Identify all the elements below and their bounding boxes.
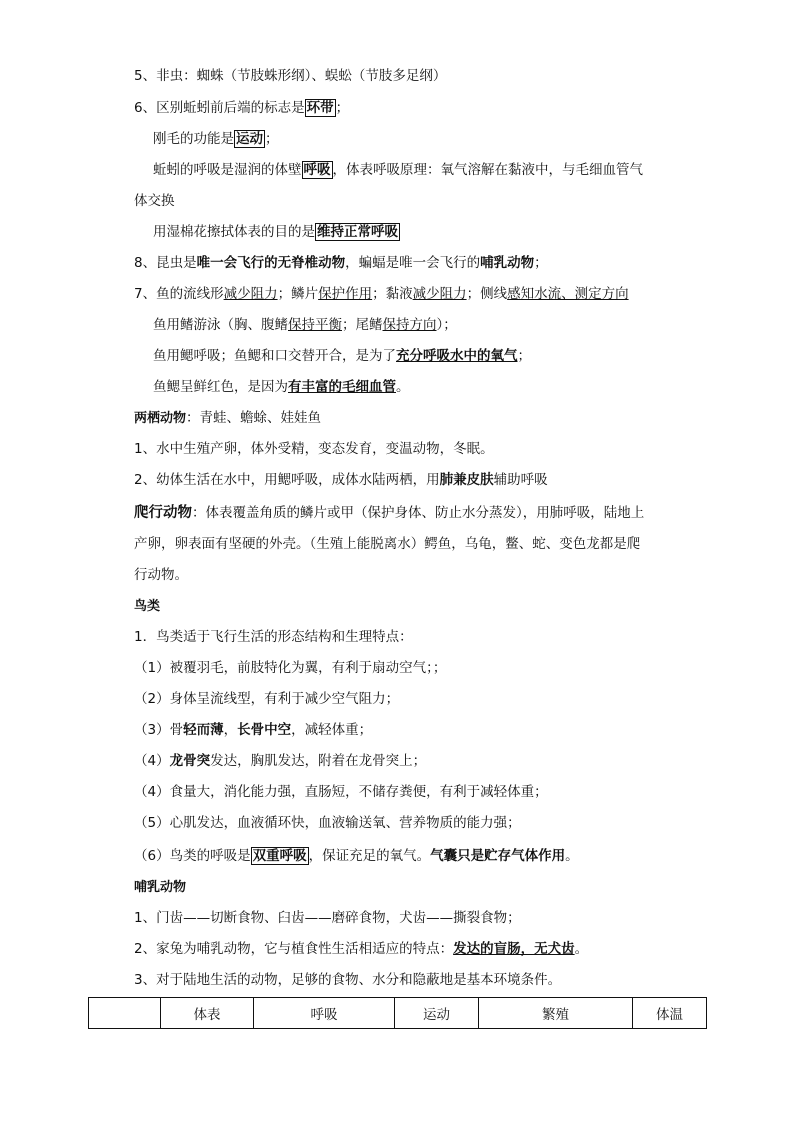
text-line: 鱼用鳃呼吸；鱼鳃和口交替开合，是为了充分呼吸水中的氧气； — [153, 348, 531, 364]
comparison-table — [88, 997, 707, 1029]
table-header-row — [89, 998, 707, 1029]
boxed-answer: 运动 — [236, 131, 263, 147]
boxed-answer: 双重呼吸 — [252, 848, 307, 864]
boxed-answer: 维持正常呼吸 — [317, 224, 398, 240]
table-header-cell: 呼吸 — [254, 998, 395, 1029]
text-line: 蚯蚓的呼吸是湿润的体壁 呼吸 ，体表呼吸原理：氧气溶解在黏液中，与毛细血管气 — [153, 162, 643, 178]
text-line: 2、家兔为哺乳动物，它与植食性生活相适应的特点：发达的盲肠，无犬齿。 — [134, 941, 589, 957]
text-line: （1）被覆羽毛，前肢特化为翼，有利于扇动空气；； — [134, 660, 447, 676]
table-header-cell: 运动 — [395, 998, 479, 1029]
text-line: 鱼鳃呈鲜红色，是因为有丰富的毛细血管。 — [153, 379, 410, 395]
text-line: 1、水中生殖产卵，体外受精，变态发育，变温动物，冬眠。 — [134, 441, 494, 457]
text-line: 6、区别蚯蚓前后端的标志是 环带 ； — [134, 100, 350, 116]
text-line: （4）食量大，消化能力强，直肠短，不储存粪便，有利于减轻体重； — [134, 784, 548, 800]
text-line: 5、非虫：蜘蛛（节肢蛛形纲）、蜈蚣（节肢多足纲） — [134, 68, 447, 84]
text-line: （4）龙骨突发达，胸肌发达，附着在龙骨突上； — [134, 753, 427, 769]
boxed-answer: 环带 — [306, 100, 334, 116]
text-line: 7、鱼的流线形减少阻力；鳞片保护作用；黏液减少阻力；侧线感知水流、测定方向 — [134, 286, 629, 302]
text-line: （2）身体呈流线型，有利于减少空气阻力； — [134, 691, 400, 707]
text-line: 体交换 — [134, 193, 175, 209]
table-header-cell: 体表 — [161, 998, 254, 1029]
text-line: 产卵，卵表面有坚硬的外壳。（生殖上能脱离水）鳄鱼，乌龟，鳖、蛇、变色龙都是爬 — [134, 536, 641, 552]
text-line: 用湿棉花擦拭体表的目的是 维持正常呼吸 — [153, 224, 398, 240]
text-line: （6）鸟类的呼吸是 双重呼吸 ，保证充足的氧气。气囊只是贮存气体作用。 — [134, 848, 579, 864]
section-heading: 两栖动物：青蛙、蟾蜍、娃娃鱼 — [134, 410, 322, 426]
text-line: 8、昆虫是唯一会飞行的无脊椎动物，蝙蝠是唯一会飞行的哺乳动物； — [134, 255, 548, 271]
table-header-cell — [89, 998, 161, 1029]
section-heading: 哺乳动物 — [134, 880, 187, 895]
text-line: （5）心肌发达，血液循环快，血液输送氧、营养物质的能力强； — [134, 815, 521, 831]
text-line: 1．鸟类适于飞行生活的形态结构和生理特点： — [134, 629, 413, 645]
text-line: 行动物。 — [134, 567, 188, 583]
text-line: 2、幼体生活在水中，用鳃呼吸，成体水陆两栖，用肺兼皮肤辅助呼吸 — [134, 472, 548, 488]
table-header-cell: 繁殖 — [479, 998, 633, 1029]
section-heading: 鸟类 — [134, 599, 161, 614]
text-line: 1、门齿——切断食物、臼齿——磨碎食物，犬齿——撕裂食物； — [134, 910, 521, 926]
table-header-cell: 体温 — [633, 998, 707, 1029]
text-line: 3、对于陆地生活的动物，足够的食物、水分和隐蔽地是基本环境条件。 — [134, 972, 562, 988]
boxed-answer: 呼吸 — [303, 162, 331, 178]
text-line: 鱼用鳍游泳（胸、腹鳍保持平衡；尾鳍保持方向）； — [153, 317, 457, 333]
text-line: 刚毛的功能是 运动 ； — [153, 131, 279, 147]
text-line: （3）骨轻而薄，长骨中空，减轻体重； — [134, 722, 373, 738]
section-heading: 爬行动物：体表覆盖角质的鳞片或甲（保护身体、防止水分蒸发），用肺呼吸，陆地上 — [134, 505, 645, 521]
